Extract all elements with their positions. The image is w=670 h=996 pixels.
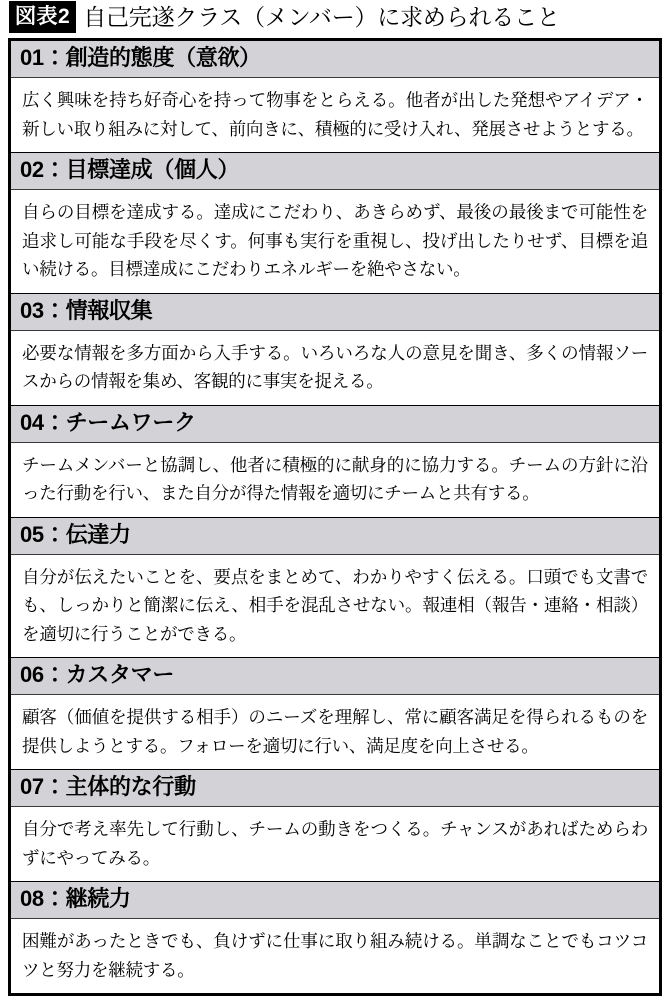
section-header-label: 03：情報収集: [20, 297, 153, 323]
table-section: [11, 41, 659, 152]
section-body: [11, 919, 659, 993]
section-header: [11, 882, 659, 919]
section-header-label: 08：継続力: [20, 886, 131, 912]
table-section: [11, 517, 659, 658]
section-header: [11, 658, 659, 695]
section-header: [11, 770, 659, 807]
section-header: [11, 406, 659, 443]
page-title: 自己完遂クラス（メンバー）に求められること: [83, 3, 560, 30]
section-body: [11, 695, 659, 769]
table-section: [11, 405, 659, 517]
table-section: [11, 881, 659, 993]
section-header: [11, 153, 659, 190]
figure-title-row: [8, 0, 662, 34]
section-body: [11, 443, 659, 517]
section-header: [11, 41, 659, 78]
competency-table: [8, 38, 662, 996]
section-body-text: 必要な情報を多方面から入手する。いろいろな人の意見を聞き、多くの情報ソースからの情報を集め、客観的に事実を捉える。: [22, 342, 648, 392]
table-section: [11, 657, 659, 769]
section-body-text: 自分が伝えたいことを、要点をまとめて、わかりやすく伝える。口頭でも文書でも、しっかりと簡潔に伝え、相手を混乱させない。報連相（報告・連絡・相談）を適切に行うことができる。: [22, 566, 648, 644]
section-body: [11, 555, 659, 658]
section-header-label: 06：カスタマー: [20, 662, 175, 688]
section-body: [11, 331, 659, 405]
section-body-text: 広く興味を持ち好奇心を持って物事をとらえる。他者が出した発想やアイデア・新しい取り組みに対して、前向きに、積極的に受け入れ、発展させようとする。: [22, 90, 648, 139]
section-header-label: 05：伝達力: [20, 521, 131, 547]
section-header: [11, 294, 659, 331]
section-header-label: 02：目標達成（個人）: [20, 157, 240, 183]
section-header-label: 07：主体的な行動: [20, 774, 196, 800]
section-header-label: 01：創造的態度（意欲）: [20, 45, 261, 70]
table-section: [11, 769, 659, 881]
section-body: [11, 78, 659, 152]
section-header-label: 04：チームワーク: [20, 409, 196, 435]
table-section: [11, 152, 659, 293]
section-header: [11, 518, 659, 555]
table-section: [11, 293, 659, 405]
section-body-text: 自分で考え率先して行動し、チームの動きをつくる。チャンスがあればためらわずにやってみる。: [22, 819, 648, 868]
section-body: [11, 807, 659, 881]
section-body-text: 困難があったときでも、負けずに仕事に取り組み続ける。単調なことでもコツコツと努力を継続する。: [22, 931, 648, 980]
section-body-text: 顧客（価値を提供する相手）のニーズを理解し、常に顧客満足を得られるものを提供しようとする。フォローを適切に行い、満足度を向上させる。: [22, 707, 648, 756]
figure-number-badge: 図表2: [9, 1, 76, 33]
section-body: [11, 190, 659, 293]
section-body-text: チームメンバーと協調し、他者に積極的に献身的に協力する。チームの方針に沿った行動を行い、また自分が得た情報を適切にチームと共有する。: [22, 454, 648, 504]
section-body-text: 自らの目標を達成する。達成にこだわり、あきらめず、最後の最後まで可能性を追求し可能な手段を尽くす。何事も実行を重視し、投げ出したりせず、目標を追い続ける。目標達成にこだわりエネルギーを絶やさない。: [22, 202, 648, 280]
